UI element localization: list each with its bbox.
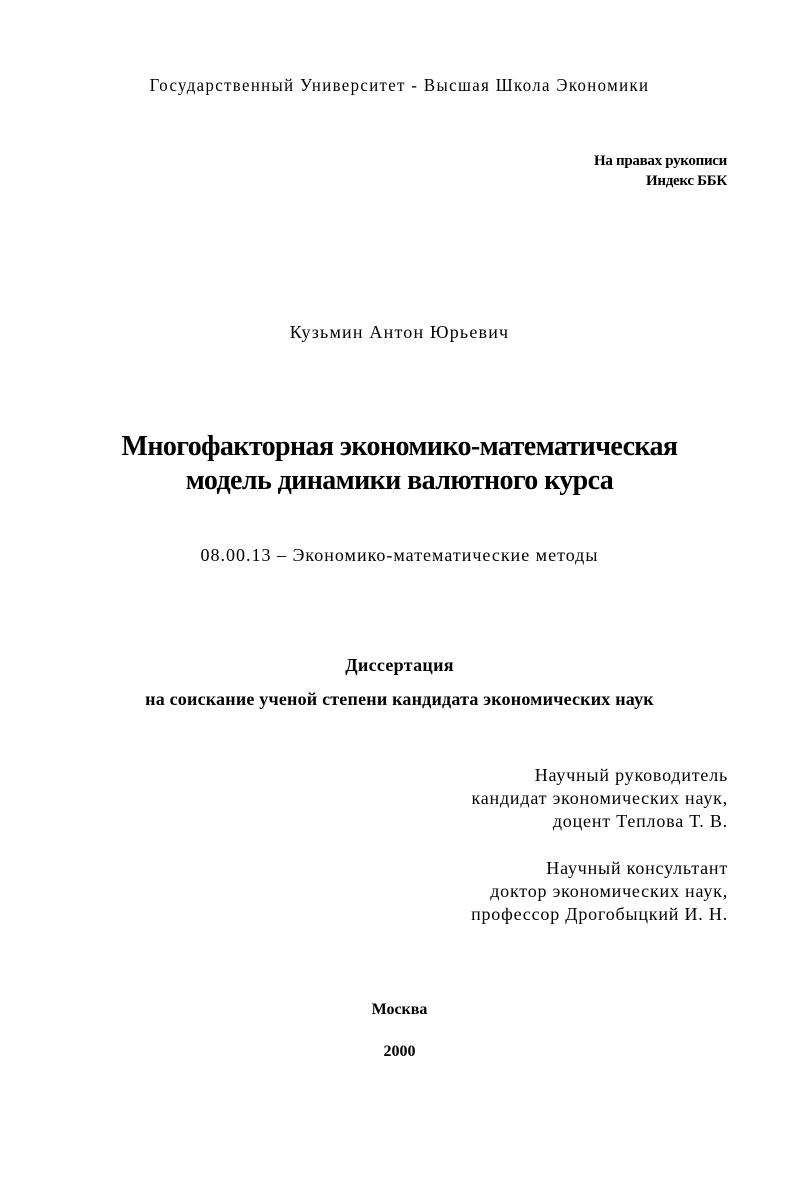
university-name: Государственный Университет - Высшая Школа Экономики <box>149 75 650 95</box>
manuscript-rights-label: На правах рукописи <box>593 153 727 169</box>
supervisor-role: Научный руководитель <box>534 765 728 785</box>
title-line-1: Многофакторная экономико-математическая <box>121 431 678 462</box>
city: Москва <box>371 1001 428 1018</box>
consultant-role: Научный консультант <box>546 858 728 878</box>
year: 2000 <box>383 1043 416 1060</box>
title-line-2: модель динамики валютного курса <box>185 465 614 496</box>
manuscript-rights-block <box>594 151 727 191</box>
author-name: Кузьмин Антон Юрьевич <box>289 322 510 342</box>
bbk-index-label: Индекс ББК <box>646 173 727 189</box>
degree-statement: на соискание ученой степени кандидата экономических наук <box>145 689 654 709</box>
dissertation-title <box>0 430 799 498</box>
consultant-name: профессор Дрогобыцкий И. Н. <box>471 904 728 924</box>
supervisor-block <box>471 764 728 833</box>
consultant-degree: доктор экономических наук, <box>490 881 728 901</box>
consultant-block <box>471 857 728 926</box>
dissertation-label: Диссертация <box>345 655 454 675</box>
supervisor-name: доцент Теплова Т. В. <box>552 811 728 831</box>
supervisor-degree: кандидат экономических наук, <box>471 788 728 808</box>
specialty-code: 08.00.13 – Экономико-математические методы <box>200 545 599 565</box>
